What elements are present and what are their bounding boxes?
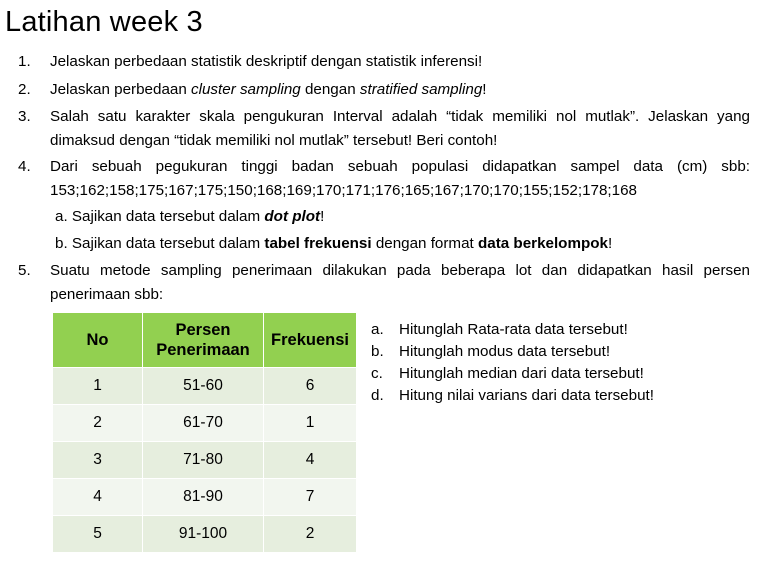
question-4-line1: Dari sebuah pegukuran tinggi badan sebuah populasi didapatkan sampel data (cm) sbb: bbox=[50, 158, 750, 175]
list-item: d. Hitung nilai varians dari data tersebut! bbox=[371, 387, 654, 404]
table-cell: 7 bbox=[264, 479, 357, 516]
emphasis-tabel-frekuensi: tabel frekuensi bbox=[264, 235, 372, 252]
table-cell: 5 bbox=[53, 516, 143, 553]
question-2 bbox=[18, 78, 750, 102]
list-item: c. Hitunglah median dari data tersebut! bbox=[371, 365, 644, 382]
question-number: 1. bbox=[18, 53, 31, 70]
table-cell: 91-100 bbox=[143, 516, 264, 553]
emphasis-data-berkelompok: data berkelompok bbox=[477, 235, 608, 252]
table-row bbox=[53, 368, 357, 405]
frequency-table bbox=[52, 312, 357, 553]
table-row bbox=[53, 516, 357, 553]
column-header-persen: Persen Penerimaan bbox=[143, 313, 264, 368]
question-text: Jelaskan perbedaan cluster sampling dengan stratified sampling! bbox=[50, 81, 487, 98]
table-header-row bbox=[53, 313, 357, 368]
question-text bbox=[50, 155, 750, 203]
table-row bbox=[53, 479, 357, 516]
question-number: 4. bbox=[18, 158, 31, 175]
question-4b: b. Sajikan data tersebut dalam tabel frekuensi dengan format data berkelompok! bbox=[55, 235, 613, 252]
table-cell: 51-60 bbox=[143, 368, 264, 405]
question-number: 3. bbox=[18, 108, 31, 125]
page-title: Latihan week 3 bbox=[5, 6, 203, 38]
table-cell: 6 bbox=[264, 368, 357, 405]
sample-data: 153;162;158;175;167;175;150;168;169;170;171;176;165;167;170;170;155;152;178;168 bbox=[50, 182, 637, 199]
list-item: a. Hitunglah Rata-rata data tersebut! bbox=[371, 321, 628, 338]
question-1 bbox=[18, 50, 750, 74]
table-cell: 81-90 bbox=[143, 479, 264, 516]
table-cell: 71-80 bbox=[143, 442, 264, 479]
table-row bbox=[53, 442, 357, 479]
table-cell: 3 bbox=[53, 442, 143, 479]
column-header-no: No bbox=[53, 313, 143, 368]
table-cell: 1 bbox=[53, 368, 143, 405]
question-text: Suatu metode sampling penerimaan dilakukan pada beberapa lot dan didapatkan hasil persen penerimaan sbb: bbox=[50, 262, 750, 303]
question-4a: a. Sajikan data tersebut dalam dot plot! bbox=[55, 208, 325, 225]
emphasis-cluster-sampling: cluster sampling bbox=[191, 81, 301, 98]
question-text: Jelaskan perbedaan statistik deskriptif dengan statistik inferensi! bbox=[50, 53, 483, 70]
emphasis-stratified-sampling: stratified sampling bbox=[359, 81, 483, 98]
table-cell: 2 bbox=[53, 405, 143, 442]
table-cell: 4 bbox=[53, 479, 143, 516]
table-cell: 61-70 bbox=[143, 405, 264, 442]
question-number: 2. bbox=[18, 81, 31, 98]
list-item: b. Hitunglah modus data tersebut! bbox=[371, 343, 611, 360]
question-5 bbox=[18, 259, 750, 307]
table-cell: 4 bbox=[264, 442, 357, 479]
question-3 bbox=[18, 105, 750, 153]
question-4 bbox=[18, 155, 750, 203]
emphasis-dot-plot: dot plot bbox=[264, 208, 321, 225]
question-number: 5. bbox=[18, 262, 31, 279]
table-cell: 1 bbox=[264, 405, 357, 442]
task-list bbox=[371, 319, 654, 407]
column-header-frekuensi: Frekuensi bbox=[264, 313, 357, 368]
table-row bbox=[53, 405, 357, 442]
table-cell: 2 bbox=[264, 516, 357, 553]
question-text: Salah satu karakter skala pengukuran Interval adalah “tidak memiliki nol mutlak”. Jelaskan yang dimaksud dengan “tidak memiliki nol mutlak” tersebut! Beri contoh! bbox=[50, 108, 750, 149]
